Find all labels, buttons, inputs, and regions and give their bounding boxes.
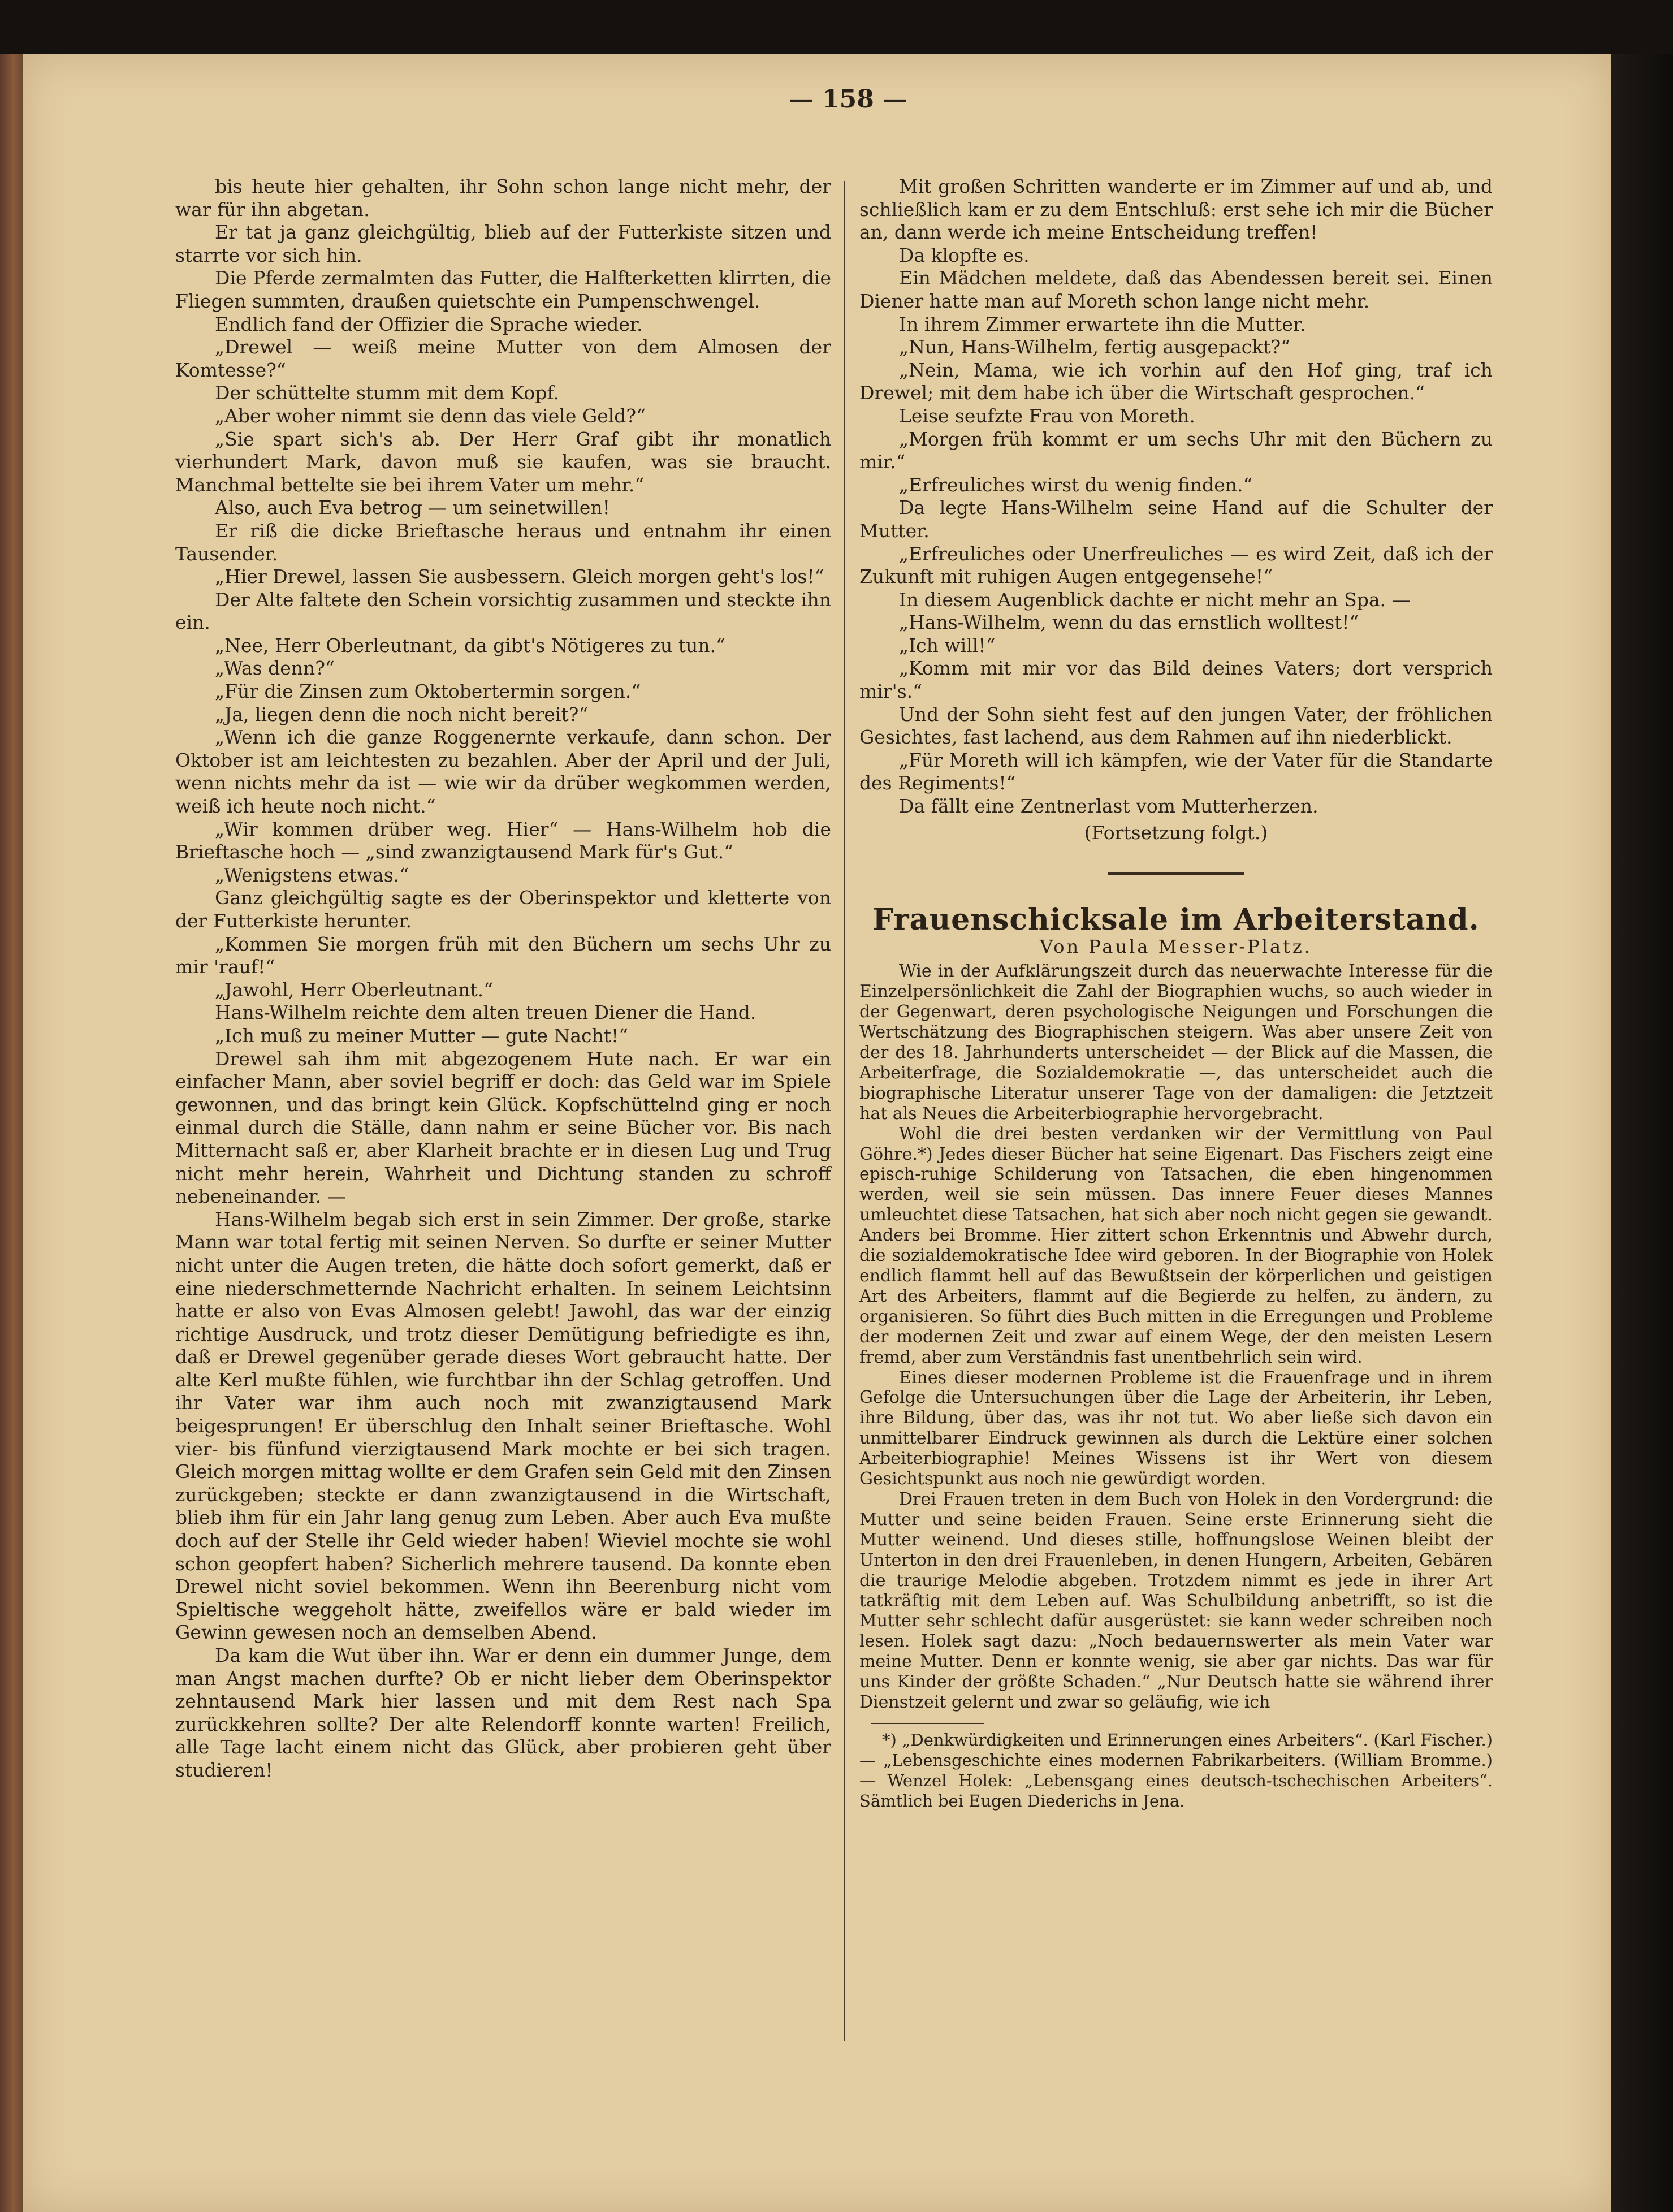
story-paragraph: Er tat ja ganz gleichgültig, blieb auf der Futterkiste sitzen und starrte vor sich hin. [175, 221, 831, 266]
column-divider [844, 181, 845, 2041]
article-paragraph: Eines dieser modernen Probleme ist die Frauenfrage und in ihrem Gefolge die Untersuchungen über die Lage der Arbeiterin, ihr Leben, ihre Bildung, über das, was ihr not tut. Wo aber ließe sich davon ein unmittelbarer Eindruck gewinnen als durch die Lektüre einer solchen Arbeiterbiographie! Meines Wissens ist ihr Wert von diesem Gesichtspunkt aus noch nie gewürdigt worden. [859, 1367, 1493, 1489]
story-paragraph: „Wenn ich die ganze Roggenernte verkaufe, dann schon. Der Oktober ist am leichtesten zu bezahlen. Aber der April und der Juli, wenn nichts mehr da ist — wie wir da drüber wegkommen werden, weiß ich heute noch nicht.“ [175, 726, 831, 818]
story-paragraph: „Jawohl, Herr Oberleutnant.“ [215, 978, 494, 1001]
scan-background-right [1611, 54, 1673, 2212]
story-paragraph: „Morgen früh kommt er um sechs Uhr mit den Büchern zu mir.“ [859, 427, 1493, 473]
story-paragraph: „Was denn?“ [215, 657, 335, 680]
story-paragraph: „Nein, Mama, wie ich vorhin auf den Hof ging, traf ich Drewel; mit dem habe ich über die Wirtschaft gesprochen.“ [859, 358, 1493, 404]
story-paragraph: Hans-Wilhelm reichte dem alten treuen Diener die Hand. [215, 1001, 756, 1024]
story-paragraph: „Drewel — weiß meine Mutter von dem Almosen der Komtesse?“ [175, 336, 831, 381]
story-paragraph: Endlich fand der Offizier die Sprache wieder. [215, 313, 643, 335]
story-paragraph: Also, auch Eva betrog — um seinetwillen! [215, 496, 610, 519]
story-paragraph: „Sie spart sich's ab. Der Herr Graf gibt ihr monatlich vierhundert Mark, davon muß sie kaufen, was sie braucht. Manchmal bettelte sie bei ihrem Vater um mehr.“ [175, 427, 831, 496]
story-paragraph: „Hier Drewel, lassen Sie ausbessern. Gleich morgen geht's los!“ [215, 565, 824, 588]
footnote: *) „Denkwürdigkeiten und Erinnerungen eines Arbeiters“. (Karl Fischer.) — „Lebensgeschichte eines modernen Fabrikarbeiters. (William Bromme.) — Wenzel Holek: „Lebensgang eines deutsch-tschechischen Arbeiters“. Sämtlich bei Eugen Diederichs in Jena. [859, 1730, 1493, 1811]
story-paragraph: „Wenigstens etwas.“ [215, 863, 409, 886]
scan-background-top [0, 0, 1673, 54]
article-title: Frauenschicksale im Arbeiterstand. [872, 902, 1480, 937]
story-paragraph: Die Pferde zermalmten das Futter, die Halfterketten klirrten, die Fliegen summten, draußen quietschte ein Pumpenschwengel. [175, 267, 831, 312]
story-paragraph: Ein Mädchen meldete, daß das Abendessen bereit sei. Einen Diener hatte man auf Moreth schon lange nicht mehr. [859, 267, 1493, 312]
story-paragraph: „Für die Zinsen zum Oktobertermin sorgen.“ [215, 680, 641, 703]
story-paragraph: „Nee, Herr Oberleutnant, da gibt's Nötigeres zu tun.“ [215, 634, 725, 656]
footnote-rule [871, 1723, 984, 1724]
story-paragraph: Hans-Wilhelm begab sich erst in sein Zimmer. Der große, starke Mann war total fertig mit seinen Nerven. So durfte er seiner Mutter nicht unter die Augen treten, die hätte doch sofort gemerkt, daß er eine niederschmetternde Nachricht erhalten. In seinem Leichtsinn hatte er also von Evas Almosen gelebt! Jawohl, das war der einzig richtige Ausdruck, und trotz dieser Demütigung befriedigte es ihn, daß er Drewel gegenüber gerade dieses Wort gebraucht hatte. Der alte Kerl mußte fühlen, wie furchtbar ihn der Schlag getroffen. Und ihr Vater war ihm auch noch mit zwanzigtausend Mark beigesprungen! Er überschlug den Inhalt seiner Brieftasche. Wohl vier- bis fünfund vierzigtausend Mark mochte er bei sich tragen. Gleich morgen mittag wollte er dem Grafen sein Geld mit den Zinsen zurückgeben; steckte er dann zwanzigtausend in die Wirtschaft, blieb ihm für ein Jahr lang genug zum Leben. Aber auch Eva mußte doch auf der Stelle ihr Geld wieder haben! Wieviel mochte sie wohl schon geopfert haben? Sicherlich mehrere tausend. Da konnte eben Drewel nicht soviel bekommen. Wenn ihn Beerenburg nicht vom Spieltische weggeholt hätte, zweifellos wäre er bald wieder im Gewinn gewesen noch an demselben Abend. [175, 1208, 831, 1644]
story-paragraph: „Wir kommen drüber weg. Hier“ — Hans-Wilhelm hob die Brieftasche hoch — „sind zwanzigtausend Mark für's Gut.“ [175, 818, 831, 863]
story-paragraph: Da legte Hans-Wilhelm seine Hand auf die Schulter der Mutter. [859, 496, 1493, 542]
page-number: — 158 — [788, 85, 908, 114]
story-paragraph: Der Alte faltete den Schein vorsichtig zusammen und steckte ihn ein. [175, 588, 831, 634]
story-paragraph: „Ich will!“ [899, 634, 996, 656]
article-paragraph: Drei Frauen treten in dem Buch von Holek in den Vordergrund: die Mutter und seine beiden Frauen. Seine erste Erinnerung sieht die Mutter weinend. Und dieses stille, hoffnungslose Weinen bleibt der Unterton in den drei Frauenleben, in denen Hungern, Arbeiten, Gebären die traurige Melodie abgeben. Trotzdem nimmt es jede in ihrer Art tatkräftig mit dem Leben auf. Was Schulbildung anbetrifft, so ist die Mutter sehr schlecht dafür ausgerüstet: sie kann weder schreiben noch lesen. Holek sagt dazu: „Noch bedauernswerter als mein Vater war meine Mutter. Denn er konnte wenig, sie aber gar nichts. Das war für uns Kinder der größte Schaden.“ „Nur Deutsch hatte sie während ihrer Dienstzeit gelernt und zwar so geläufig, wie ich [859, 1489, 1493, 1713]
story-paragraph: Ganz gleichgültig sagte es der Oberinspektor und kletterte von der Futterkiste herunter. [175, 887, 831, 932]
story-paragraph: „Ich muß zu meiner Mutter — gute Nacht!“ [215, 1024, 629, 1047]
story-paragraph: Da klopfte es. [899, 244, 1030, 266]
story-paragraph: Da kam die Wut über ihn. War er denn ein dummer Junge, dem man Angst machen durfte? Ob er nicht lieber dem Oberinspektor zehntausend Mark hier lassen und mit dem Rest nach Spa zurückkehren sollte? Der alte Relendorff konnte warten! Freilich, alle Tage lacht einem nicht das Glück, aber probieren geht über studieren! [175, 1644, 831, 1781]
story-paragraph: „Ja, liegen denn die noch nicht bereit?“ [215, 703, 589, 725]
story-paragraph: „Komm mit mir vor das Bild deines Vaters; dort versprich mir's.“ [859, 657, 1493, 703]
story-paragraph: „Hans-Wilhelm, wenn du das ernstlich wolltest!“ [899, 611, 1359, 634]
book-binding-edge [0, 54, 23, 2212]
story-paragraph: „Aber woher nimmt sie denn das viele Geld?“ [215, 404, 646, 427]
continuation-note: (Fortsetzung folgt.) [1084, 821, 1268, 844]
article-byline: Von Paula Messer-Platz. [1040, 935, 1312, 957]
section-separator [1108, 872, 1244, 875]
story-paragraph: „Erfreuliches wirst du wenig finden.“ [899, 473, 1253, 496]
article-paragraph: Wohl die drei besten verdanken wir der Vermittlung von Paul Göhre.*) Jedes dieser Bücher hat seine Eigenart. Das Fischers zeigt eine episch-ruhige Schilderung von Tatsachen, die eben hingenommen werden, weil sie sein müssen. Das innere Feuer dieses Mannes umleuchtet diese Tatsachen, hat sich aber noch nicht gegen sie gewandt. Anders bei Bromme. Hier zittert schon Erkenntnis und Abwehr durch, die sozialdemokratische Idee wird geboren. In der Biographie von Holek endlich flammt hell auf das Bewußtsein der körperlichen und geistigen Art des Arbeiters, flammt auf die Begierde zu helfen, zu ändern, zu organisieren. So führt dies Buch mitten in die Erregungen und Probleme der modernen Zeit und zwar auf einem Wege, der den meisten Lesern fremd, aber zum Verständnis fast unentbehrlich sein wird. [859, 1124, 1493, 1367]
story-paragraph: In ihrem Zimmer erwartete ihn die Mutter. [899, 313, 1306, 335]
left-column [175, 175, 831, 1782]
story-paragraph: Mit großen Schritten wanderte er im Zimmer auf und ab, und schließlich kam er zu dem Entschluß: erst sehe ich mir die Bücher an, dann werde ich meine Entscheidung treffen! [859, 175, 1493, 244]
article-body [859, 961, 1493, 1811]
story-paragraph: bis heute hier gehalten, ihr Sohn schon lange nicht mehr, der war für ihn abgetan. [175, 175, 831, 221]
story-paragraph: „Für Moreth will ich kämpfen, wie der Vater für die Standarte des Regiments!“ [859, 749, 1493, 794]
story-paragraph: „Erfreuliches oder Unerfreuliches — es wird Zeit, daß ich der Zukunft mit ruhigen Augen entgegensehe!“ [859, 542, 1493, 588]
article-paragraph: Wie in der Aufklärungszeit durch das neuerwachte Interesse für die Einzelpersönlichkeit die Zahl der Biographien wuchs, so auch wieder in der Gegenwart, deren psychologische Neigungen und Forschungen die Wertschätzung des Biographischen steigern. Was aber unsere Zeit von der des 18. Jahrhunderts unterscheidet — der Blick auf die Massen, die Arbeiterfrage, die Sozialdemokratie —, das unterscheidet auch die biographische Literatur unserer Tage von der damaligen: die Jetztzeit hat als Neues die Arbeiterbiographie hervorgebracht. [859, 961, 1493, 1124]
story-paragraph: Leise seufzte Frau von Moreth. [899, 404, 1195, 427]
story-paragraph: Drewel sah ihm mit abgezogenem Hute nach. Er war ein einfacher Mann, aber soviel begriff er doch: das Geld war im Spiele gewonnen, und das bringt kein Glück. Kopfschüttelnd ging er noch einmal durch die Ställe, dann nahm er seine Bücher vor. Bis nach Mitternacht saß er, aber Klarheit brachte er in diesen Lug und Trug nicht mehr herein, Wahrheit und Dichtung standen zu schroff nebeneinander. — [175, 1047, 831, 1208]
story-paragraph: „Nun, Hans-Wilhelm, fertig ausgepackt?“ [899, 336, 1291, 358]
story-paragraph: Und der Sohn sieht fest auf den jungen Vater, der fröhlichen Gesichtes, fast lachend, aus dem Rahmen auf ihn niederblickt. [859, 703, 1493, 749]
right-column [859, 175, 1493, 1811]
story-paragraph: „Kommen Sie morgen früh mit den Büchern um sechs Uhr zu mir 'rauf!“ [175, 932, 831, 978]
story-paragraph: Da fällt eine Zentnerlast vom Mutterherzen. [899, 795, 1318, 818]
story-paragraph: Er riß die dicke Brieftasche heraus und entnahm ihr einen Tausender. [175, 519, 831, 565]
story-paragraph: In diesem Augenblick dachte er nicht mehr an Spa. — [899, 588, 1411, 611]
story-paragraph: Der schüttelte stumm mit dem Kopf. [215, 382, 559, 404]
